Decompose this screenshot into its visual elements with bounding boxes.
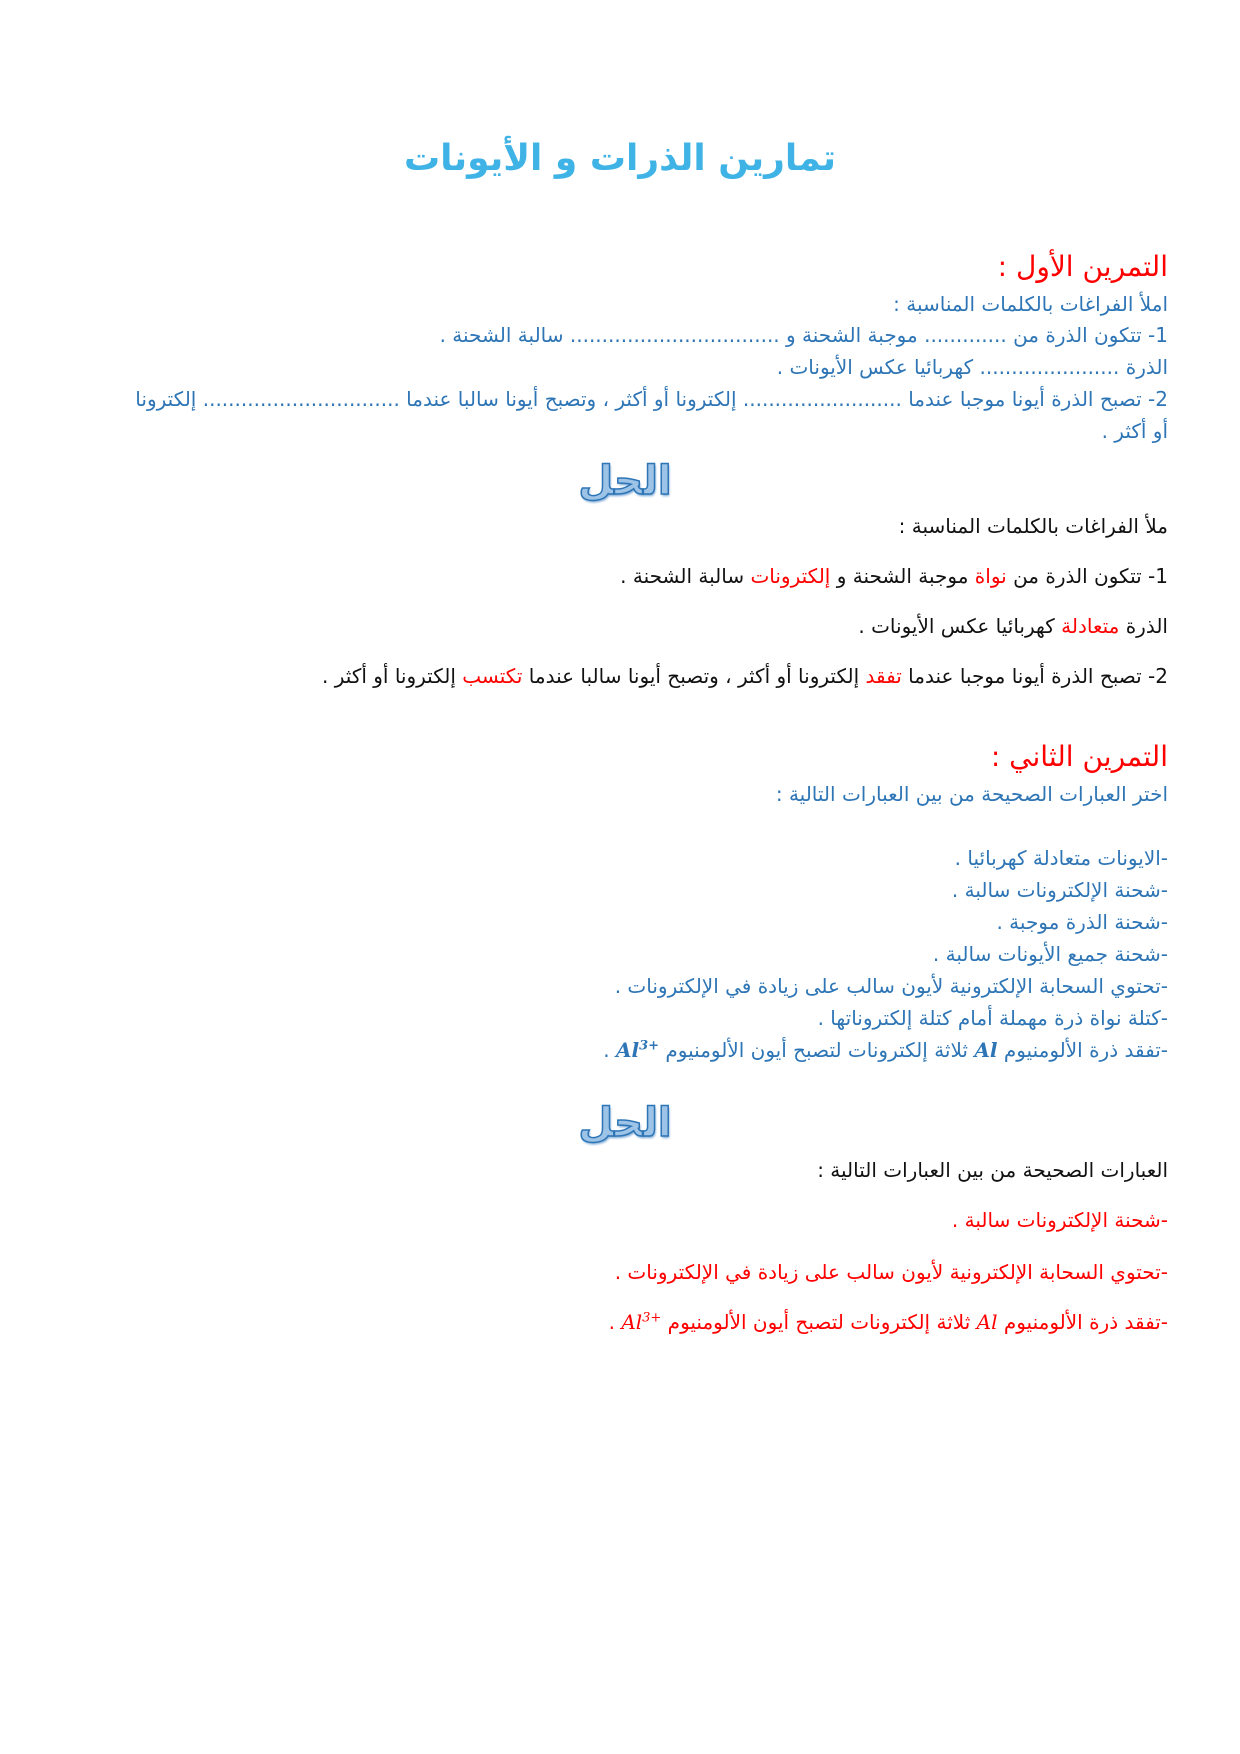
aluminium-symbol: Al xyxy=(976,1310,998,1334)
exercise1-line-2: الذرة ...................... كهربائيا عكس الأيونات . xyxy=(776,355,1168,379)
text-segment: ثلاثة إلكترونات لتصبح أيون الألومنيوم xyxy=(661,1310,977,1334)
text-segment: إلكترونا أو أكثر ، وتصبح أيونا سالبا عندما xyxy=(522,664,866,688)
exercise2-item: -كتلة نواة ذرة مهملة أمام كتلة إلكتروناتها . xyxy=(817,1006,1168,1030)
ion-charge: 3+ xyxy=(639,1038,660,1054)
text-segment: كهربائيا عكس الأيونات . xyxy=(858,614,1062,638)
text-segment: -تفقد ذرة الألومنيوم xyxy=(997,1038,1168,1062)
aluminium-ion-formula xyxy=(621,1310,661,1334)
text-segment: -تفقد ذرة الألومنيوم xyxy=(997,1310,1168,1334)
exercise2-heading: التمرين الثاني : xyxy=(990,740,1168,773)
ion-base: Al xyxy=(615,1038,640,1062)
exercise1-line-1: 1- تتكون الذرة من ............. موجبة الشحنة و ................................. سالبة الشحنة . xyxy=(439,323,1168,347)
solution1-instruction: ملأ الفراغات بالكلمات المناسبة : xyxy=(898,514,1168,538)
text-segment: الذرة xyxy=(1119,614,1168,638)
aluminium-symbol: Al xyxy=(974,1038,998,1062)
text-segment: 2- تصبح الذرة أيونا موجبا عندما xyxy=(901,664,1168,688)
solution1-line-1 xyxy=(620,564,1168,588)
exercise2-item: -شحنة جميع الأيونات سالبة . xyxy=(932,942,1168,966)
text-segment: . xyxy=(603,1038,616,1062)
exercise2-item: -شحنة الإلكترونات سالبة . xyxy=(951,878,1168,902)
solution2-instruction: العبارات الصحيحة من بين العبارات التالية : xyxy=(817,1158,1168,1182)
document-title: تمارين الذرات و الأيونات xyxy=(403,138,837,179)
exercise1-instruction: املأ الفراغات بالكلمات المناسبة : xyxy=(893,292,1168,316)
text-segment: إلكترونا أو أكثر . xyxy=(322,664,463,688)
answer-word: متعادلة xyxy=(1061,614,1120,638)
text-segment: ثلاثة إلكترونات لتصبح أيون الألومنيوم xyxy=(659,1038,975,1062)
exercise1-line-4: أو أكثر . xyxy=(1101,419,1168,443)
solution2-label: الحل xyxy=(578,1100,672,1146)
solution2-item: -تحتوي السحابة الإلكترونية لأيون سالب على زيادة في الإلكترونات . xyxy=(614,1260,1168,1284)
ion-base: Al xyxy=(621,1310,643,1334)
exercise1-heading: التمرين الأول : xyxy=(997,250,1168,283)
text-segment: موجبة الشحنة و xyxy=(830,564,975,588)
ion-charge: 3+ xyxy=(642,1310,662,1326)
answer-word: إلكترونات xyxy=(750,564,831,588)
solution2-item xyxy=(609,1310,1168,1334)
solution1-label: الحل xyxy=(578,458,672,504)
text-segment: . xyxy=(608,1310,622,1334)
solution2-item: -شحنة الإلكترونات سالبة . xyxy=(951,1208,1168,1232)
exercise2-item: -الايونات متعادلة كهربائيا . xyxy=(954,846,1168,870)
aluminium-ion-formula xyxy=(616,1038,659,1062)
exercise2-item: -شحنة الذرة موجبة . xyxy=(996,910,1168,934)
exercise2-instruction: اختر العبارات الصحيحة من بين العبارات التالية : xyxy=(775,782,1168,806)
answer-word: تفقد xyxy=(865,664,902,688)
solution1-line-2 xyxy=(858,614,1168,638)
text-segment: سالبة الشحنة . xyxy=(620,564,751,588)
exercise2-item: -تحتوي السحابة الإلكترونية لأيون سالب على زيادة في الإلكترونات . xyxy=(614,974,1168,998)
exercise1-line-3: 2- تصبح الذرة أيونا موجبا عندما ......................... إلكترونا أو أكثر ، وتصبح أيونا سالبا عندما ............................... إلكترونا xyxy=(135,387,1168,411)
answer-word: تكتسب xyxy=(462,664,523,688)
answer-word: نواة xyxy=(974,564,1007,588)
text-segment: 1- تتكون الذرة من xyxy=(1006,564,1168,588)
exercise2-item xyxy=(603,1038,1168,1062)
solution1-line-3 xyxy=(322,664,1168,688)
